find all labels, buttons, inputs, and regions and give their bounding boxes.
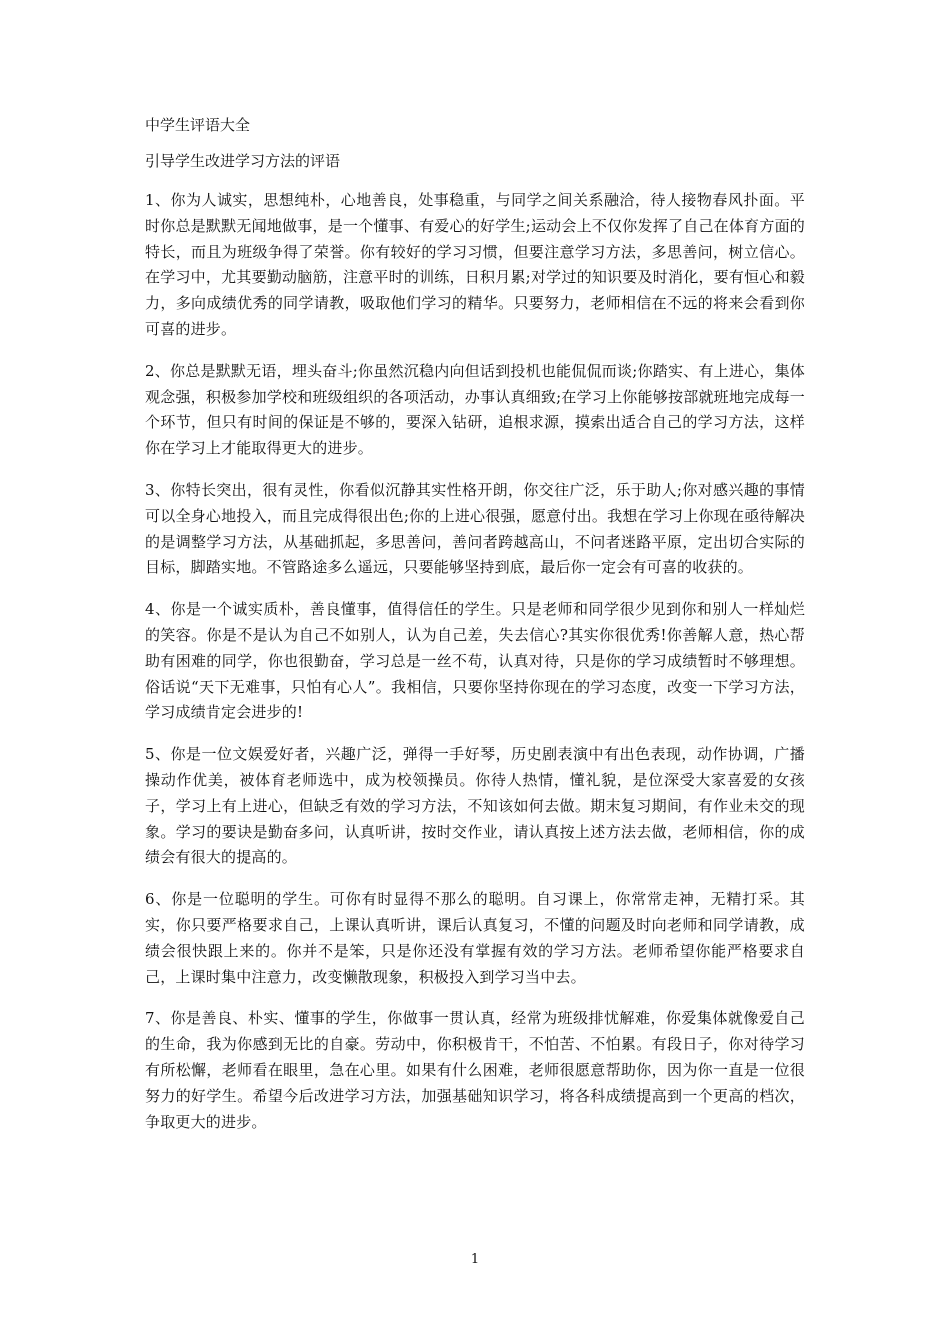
document-page: [145, 112, 805, 1151]
comment-paragraph-3: 3、你特长突出，很有灵性，你看似沉静其实性格开朗，你交往广泛，乐于助人;你对感兴趣的事情可以全身心地投入，而且完成得很出色;你的上进心很强，愿意付出。我想在学习上你现在亟待解决的是调整学习方法，从基础抓起，多思善问，善问者跨越高山，不问者迷路平原，定出切合实际的目标，脚踏实地。不管路途多么遥远，只要能够坚持到底，最后你一定会有可喜的收获的。: [145, 480, 805, 577]
document-subtitle: 引导学生改进学习方法的评语: [145, 152, 341, 170]
comment-paragraph-2: 2、你总是默默无语，埋头奋斗;你虽然沉稳内向但话到投机也能侃侃而谈;你踏实、有上进心，集体观念强，积极参加学校和班级组织的各项活动，办事认真细致;在学习上你能够按部就班地完成每一个环节，但只有时间的保证是不够的，要深入钻研，追根求源，摸索出适合自己的学习方法，这样你在学习上才能取得更大的进步。: [145, 361, 805, 458]
comment-paragraph-7: 7、你是善良、朴实、懂事的学生，你做事一贯认真，经常为班级排忧解难，你爱集体就像爱自己的生命，我为你感到无比的自豪。劳动中，你积极肯干，不怕苦、不怕累。有段日子，你对待学习有所松懈，老师看在眼里，急在心里。如果有什么困难，老师很愿意帮助你，因为你一直是一位很努力的好学生。希望今后改进学习方法，加强基础知识学习，将各科成绩提高到一个更高的档次，争取更大的进步。: [145, 1009, 805, 1131]
comment-paragraph-6: 6、你是一位聪明的学生。可你有时显得不那么的聪明。自习课上，你常常走神，无精打采。其实，你只要严格要求自己，上课认真听讲，课后认真复习，不懂的问题及时向老师和同学请教，成绩会很快跟上来的。你并不是笨，只是你还没有掌握有效的学习方法。老师希望你能严格要求自己，上课时集中注意力，改变懒散现象，积极投入到学习当中去。: [145, 890, 805, 986]
document-title: 中学生评语大全: [145, 116, 251, 134]
comment-paragraph-1: 1、你为人诚实，思想纯朴，心地善良，处事稳重，与同学之间关系融洽，待人接物春风扑面。平时你总是默默无闻地做事，是一个懂事、有爱心的好学生;运动会上不仅你发挥了自己在体育方面的特长，而且为班级争得了荣誉。你有较好的学习习惯，但要注意学习方法，多思善问，树立信心。在学习中，尤其要勤动脑筋，注意平时的训练，日积月累;对学过的知识要及时消化，要有恒心和毅力，多向成绩优秀的同学请教，吸取他们学习的精华。只要努力，老师相信在不远的将来会看到你可喜的进步。: [145, 191, 805, 338]
page-number: 1: [470, 1252, 480, 1267]
comment-paragraph-5: 5、你是一位文娱爱好者，兴趣广泛，弹得一手好琴，历史剧表演中有出色表现，动作协调，广播操动作优美，被体育老师选中，成为校领操员。你待人热情，懂礼貌，是位深受大家喜爱的女孩子，学习上有上进心，但缺乏有效的学习方法，不知该如何去做。期末复习期间，有作业未交的现象。学习的要诀是勤奋多问，认真听讲，按时交作业，请认真按上述方法去做，老师相信，你的成绩会有很大的提高的。: [145, 745, 805, 867]
comment-paragraph-4: 4、你是一个诚实质朴，善良懂事，值得信任的学生。只是老师和同学很少见到你和别人一样灿烂的笑容。你是不是认为自己不如别人，认为自己差，失去信心?其实你很优秀!你善解人意，热心帮助有困难的同学，你也很勤奋，学习总是一丝不苟，认真对待，只是你的学习成绩暂时不够理想。俗话说“天下无难事，只怕有心人”。我相信，只要你坚持你现在的学习态度，改变一下学习方法，学习成绩肯定会进步的!: [145, 600, 805, 722]
